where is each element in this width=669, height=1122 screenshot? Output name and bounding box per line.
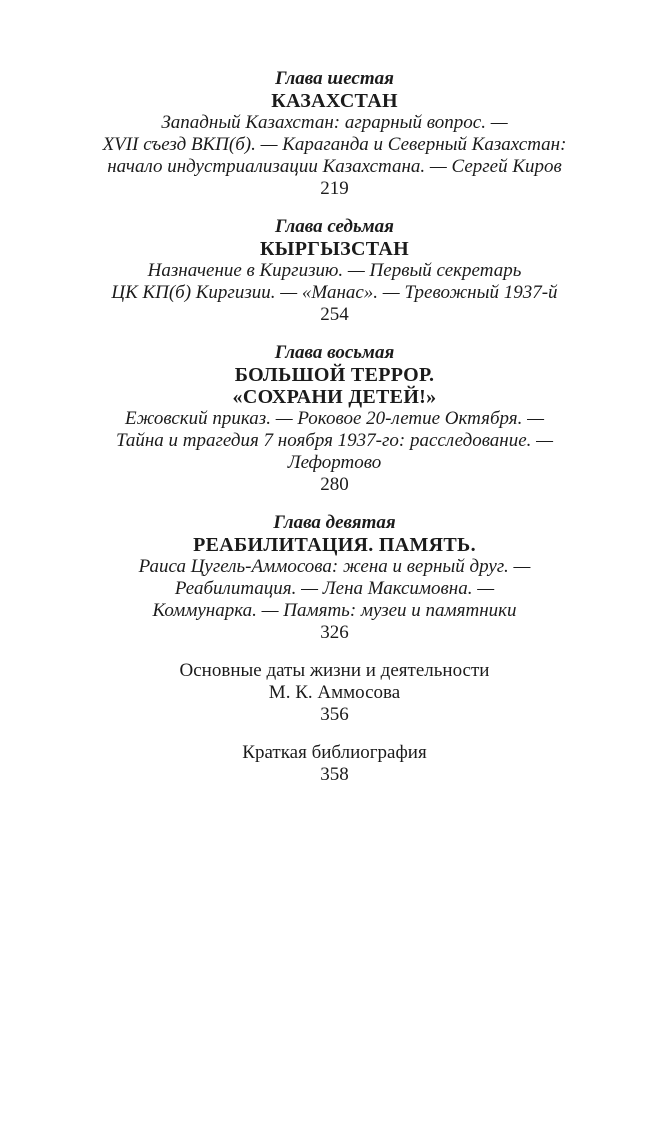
- entry-title-line: М. К. Аммосова: [268, 682, 401, 703]
- chapter-subtitle-line: Тайна и трагедия 7 ноября 1937-го: расследование. —: [115, 430, 554, 451]
- chapter-subtitle-line: начало индустриализации Казахстана. — Сергей Киров: [107, 156, 562, 177]
- chapter-subtitle-line: Западный Казахстан: аграрный вопрос. —: [161, 112, 508, 133]
- entry-title-line: Основные даты жизни и деятельности: [179, 660, 490, 681]
- page-number: 280: [320, 474, 349, 495]
- chapter-title: БОЛЬШОЙ ТЕРРОР.: [234, 364, 435, 386]
- toc-section-chapter-7: [55, 216, 615, 326]
- toc-entry-bibliography: [55, 742, 615, 786]
- chapter-subtitle-line: Лефортово: [287, 452, 382, 473]
- page-number: 254: [320, 304, 349, 325]
- chapter-subtitle-line: Коммунарка. — Память: музеи и памятники: [152, 600, 517, 621]
- toc-section-chapter-6: [55, 68, 615, 200]
- chapter-title: КЫРГЫЗСТАН: [259, 238, 410, 260]
- page-number: 356: [320, 704, 349, 725]
- chapter-title: КАЗАХСТАН: [271, 90, 398, 112]
- toc-entry-key-dates: [55, 660, 615, 726]
- chapter-label: Глава девятая: [273, 512, 396, 533]
- chapter-title: РЕАБИЛИТАЦИЯ. ПАМЯТЬ.: [193, 534, 476, 556]
- chapter-subtitle-line: Ежовский приказ. — Роковое 20-летие Октября. —: [125, 408, 544, 429]
- chapter-title: «СОХРАНИ ДЕТЕЙ!»: [232, 386, 437, 408]
- page-number: 219: [320, 178, 349, 199]
- toc-section-chapter-9: [55, 512, 615, 644]
- chapter-label: Глава седьмая: [275, 216, 394, 237]
- page-number: 326: [320, 622, 349, 643]
- entry-title-line: Краткая библиография: [242, 742, 427, 763]
- page-number: 358: [320, 764, 349, 785]
- chapter-subtitle-line: Реабилитация. — Лена Максимовна. —: [174, 578, 495, 599]
- chapter-subtitle-line: ЦК КП(б) Киргизии. — «Манас». — Тревожный 1937-й: [111, 282, 558, 303]
- chapter-label: Глава шестая: [275, 68, 394, 89]
- chapter-subtitle-line: XVII съезд ВКП(б). — Караганда и Северный Казахстан:: [102, 134, 567, 155]
- toc-section-chapter-8: [55, 342, 615, 496]
- chapter-subtitle-line: Назначение в Киргизию. — Первый секретарь: [147, 260, 522, 281]
- chapter-label: Глава восьмая: [274, 342, 395, 363]
- chapter-subtitle-line: Раиса Цугель-Аммосова: жена и верный друг. —: [138, 556, 531, 577]
